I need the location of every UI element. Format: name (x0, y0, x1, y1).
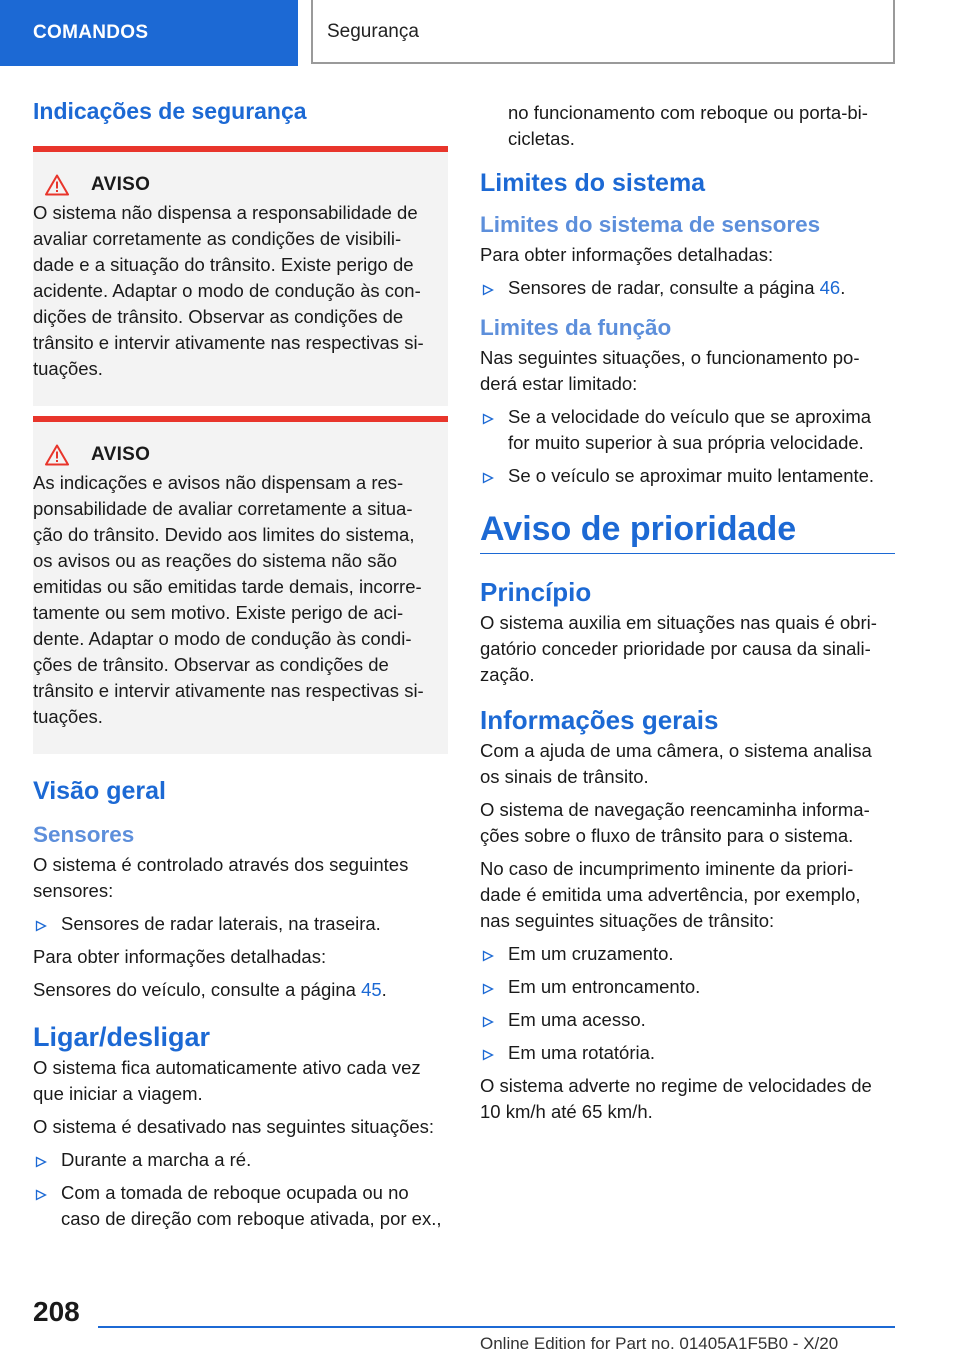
page-number: 208 (33, 1296, 80, 1327)
function-limits-list (480, 404, 895, 489)
limits-title: Limites do sistema (480, 169, 706, 197)
text-line: ção do trânsito. Devido aos limites do sistema, (33, 524, 415, 545)
limits-details: Para obter informações detalhadas: (480, 244, 774, 265)
text-line: tuações. (33, 358, 103, 379)
function-limits-subtitle: Limites da função (480, 315, 672, 340)
traffic-situations-list (480, 941, 895, 1066)
bullet-triangle-icon (480, 974, 508, 1000)
text-line: trânsito e intervir ativamente nas respectivas si- (33, 332, 424, 353)
section-tab: Segurança (311, 0, 895, 64)
warning-text (33, 200, 440, 382)
bullet-triangle-icon (480, 1040, 508, 1066)
edition-text: Online Edition for Part no. 01405A1F5B0 - X/20 (480, 1334, 839, 1353)
warning-triangle-icon (37, 444, 77, 466)
text-line: ções de trânsito. Observar as condições de (33, 654, 389, 675)
onoff-title: Ligar/desligar (33, 1022, 211, 1052)
warning-box-1 (33, 146, 448, 406)
list-item: Sensores de radar laterais, na traseira. (33, 911, 448, 937)
warning-box-2 (33, 416, 448, 754)
text-line: ponsabilidade de avaliar corretamente a situa- (33, 498, 413, 519)
warning-text (33, 470, 440, 730)
sensors-subtitle: Sensores (33, 822, 135, 847)
text-line: As indicações e avisos não dispensam a res- (33, 472, 404, 493)
list-item: Durante a marcha a ré. (33, 1147, 448, 1173)
onoff-list (33, 1147, 448, 1232)
text-line: tamente ou sem motivo. Existe perigo de aci- (33, 602, 404, 623)
general-info-title: Informações gerais (480, 705, 719, 735)
text-line: emitidas ou são emitidas tarde demais, incorre- (33, 576, 422, 597)
general-p3: No caso de incumprimento iminente da priori- dade é emitida uma advertência, por exemplo, nas seguintes situações de trânsito: (480, 858, 861, 931)
bullet-triangle-icon (33, 1147, 61, 1173)
bullet-triangle-icon (33, 1180, 61, 1232)
priority-title-rule (480, 509, 895, 554)
bullet-triangle-icon (480, 404, 508, 456)
onoff-p1: O sistema fica automaticamente ativo cada vez que iniciar a viagem. (33, 1057, 421, 1104)
bullet-triangle-icon (480, 275, 508, 301)
warning-title: AVISO (91, 444, 151, 465)
principle-text: O sistema auxilia em situações nas quais é obri- gatório conceder prioridade por causa da sinali- zação. (480, 612, 877, 685)
principle-title: Princípio (480, 577, 592, 607)
text-line: tuações. (33, 706, 103, 727)
page-link-45[interactable]: 45 (361, 979, 382, 1000)
sensor-limits-subtitle: Limites do sistema de sensores (480, 212, 821, 237)
list-item: Em uma rotatória. (480, 1040, 895, 1066)
sensor-limits-list (480, 275, 895, 301)
page-link-46[interactable]: 46 (819, 277, 841, 298)
overview-title: Visão geral (33, 777, 166, 805)
function-intro: Nas seguintes situações, o funcionamento po- derá estar limitado: (480, 347, 860, 394)
left-column (33, 96, 448, 1239)
chapter-tab: COMANDOS (0, 0, 298, 66)
text-line: avaliar corretamente as condições de visibili- (33, 228, 402, 249)
continuation-text: no funcionamento com reboque ou porta-bi- cicletas. (508, 102, 868, 149)
closing-text: O sistema adverte no regime de velocidades de 10 km/h até 65 km/h. (480, 1075, 872, 1122)
text-line: O sistema não dispensa a responsabilidade de (33, 202, 418, 223)
details-text: Para obter informações detalhadas: (33, 946, 327, 967)
text-line: dade e a situação do trânsito. Existe perigo de (33, 254, 414, 275)
text-line: dições de trânsito. Observar as condições de (33, 306, 404, 327)
footer-rule (98, 1326, 895, 1328)
text-line: os avisos ou as reações do sistema não são (33, 550, 398, 571)
sensors-list (33, 911, 448, 937)
bullet-triangle-icon (480, 463, 508, 489)
list-item: Com a tomada de reboque ocupada ou no caso de direção com reboque ativada, por ex., (33, 1180, 448, 1232)
sensor-reference: Sensores do veículo, consulte a página 45. (33, 979, 387, 1000)
list-item: Sensores de radar, consulte a página 46. (480, 275, 895, 301)
general-p1: Com a ajuda de uma câmera, o sistema analisa os sinais de trânsito. (480, 740, 872, 787)
list-item: Em um entroncamento. (480, 974, 895, 1000)
onoff-p2: O sistema é desativado nas seguintes situações: (33, 1116, 435, 1137)
general-p2: O sistema de navegação reencaminha informa- ções sobre o fluxo de trânsito para o sistema. (480, 799, 870, 846)
bullet-triangle-icon (480, 941, 508, 967)
bullet-triangle-icon (33, 911, 61, 937)
safety-title: Indicações de segurança (33, 98, 307, 124)
sensors-intro: O sistema é controlado através dos seguintes sensores: (33, 854, 409, 901)
warning-title: AVISO (91, 174, 151, 195)
bullet-triangle-icon (480, 1007, 508, 1033)
list-item: Se a velocidade do veículo que se aproxima for muito superior à sua própria velocidade. (480, 404, 895, 456)
text-line: dente. Adaptar o modo de condução às condi- (33, 628, 412, 649)
page-header (0, 0, 960, 66)
right-column (480, 100, 895, 1132)
priority-title: Aviso de prioridade (480, 510, 797, 548)
text-line: trânsito e intervir ativamente nas respectivas si- (33, 680, 424, 701)
warning-triangle-icon (37, 174, 77, 196)
list-item: Em um cruzamento. (480, 941, 895, 967)
list-item: Em uma acesso. (480, 1007, 895, 1033)
text-line: acidente. Adaptar o modo de condução às con- (33, 280, 421, 301)
list-item: Se o veículo se aproximar muito lentamente. (480, 463, 895, 489)
